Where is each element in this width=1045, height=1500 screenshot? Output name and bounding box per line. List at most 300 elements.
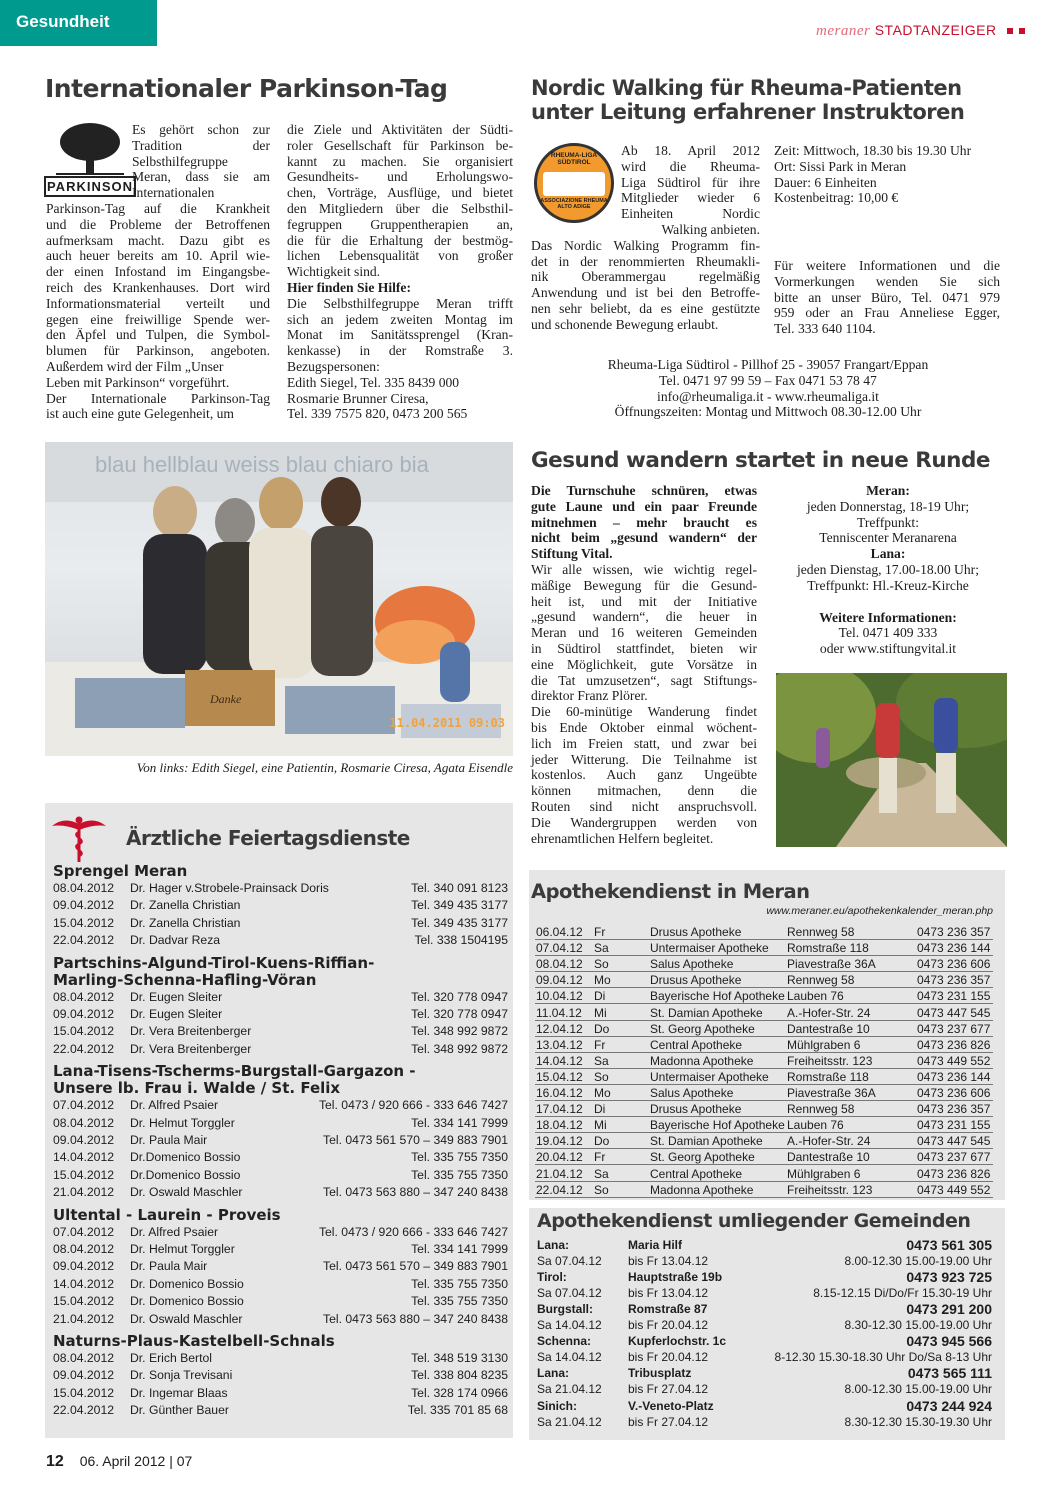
doctor-name: Dr. Erich Bertol xyxy=(130,1351,212,1365)
parkinson-text-line: Außerdem wird der Film „Unser xyxy=(46,358,224,374)
pharmacy-day: Mo xyxy=(594,1086,611,1100)
pharmacy-name: Central Apotheke xyxy=(650,1037,743,1052)
meran-line: jeden Donnerstag, 18-19 Uhr; xyxy=(806,498,970,514)
pharmacy-address: Dantestraße 10 xyxy=(787,1021,870,1036)
info-line: Tel. 0471 409 333 xyxy=(838,625,938,641)
duty-date: 08.04.2012 xyxy=(53,881,114,895)
help-text-line: Die Selbsthilfegruppe Meran trifft xyxy=(287,295,513,311)
parkinson-text-line: blumen für Parkinson, angeboten. xyxy=(46,343,270,359)
duty-date: 22.04.2012 xyxy=(53,933,114,948)
aerzte-row xyxy=(0,1350,508,1367)
apotheke-title: Apothekendienst in Meran xyxy=(531,880,810,903)
caduceus-icon xyxy=(50,814,108,864)
wandern-text-line: Wir alle wissen, wie wichtig regel- xyxy=(531,562,757,577)
page-footer xyxy=(46,1453,192,1471)
wandern-text-line: die Tat umzusetzen“, sagt Stiftungs- xyxy=(531,672,757,688)
doctor-name: Dr. Domenico Bossio xyxy=(130,1294,244,1309)
aerzte-group-heading: Sprengel Meran xyxy=(53,862,188,880)
doctor-name: Dr.Domenico Bossio xyxy=(130,1167,241,1182)
duty-date: 15.04.2012 xyxy=(53,1167,114,1182)
doctor-phone: Tel. 0473 563 880 – 347 240 8438 xyxy=(322,1311,508,1326)
aerzte-row xyxy=(0,1023,508,1040)
rheuma-logo-bottom: ASSOCIAZIONE RHEUMA ALTO ADIGE xyxy=(540,198,608,210)
wandern-text-line: Routen sind nicht anspruchsvoll. xyxy=(531,798,757,814)
pharmacy-address: Rennweg 58 xyxy=(787,1102,855,1117)
umliegend-from: Sa 14.04.12 xyxy=(537,1350,602,1365)
nordic-text-line: Mitglieder wieder 6 xyxy=(621,190,760,206)
parkinson-text-line: Gesundheits- und Erholungswo- xyxy=(287,169,513,185)
wandern-intro-line: mitnehmen – mehr braucht es xyxy=(531,514,757,530)
nordic-footer-line: Tel. 0471 97 99 59 – Fax 0471 53 78 47 xyxy=(659,372,877,388)
pharmacy-day: Sa xyxy=(594,1053,609,1068)
pharmacy-phone: 0473 237 677 xyxy=(917,1021,991,1036)
pharmacy-phone: 0473 236 826 xyxy=(917,1037,991,1052)
pharmacy-name: Untermaiser Apotheke xyxy=(650,941,769,956)
nordic-info-line: Ort: Sissi Park in Meran xyxy=(774,158,907,174)
lana-heading: Lana: xyxy=(870,546,906,562)
umliegend-phone: 0473 561 305 xyxy=(906,1237,992,1253)
pharmacy-day: Do xyxy=(594,1134,610,1149)
aerzte-row xyxy=(0,1293,508,1310)
umliegend-from: Sa 14.04.12 xyxy=(537,1318,602,1333)
umliegend-dates xyxy=(537,1317,992,1333)
page-number: 12 xyxy=(46,1453,64,1470)
wandern-text-line: Die 60-minütige Wanderung findet xyxy=(531,704,757,720)
aerzte-row xyxy=(0,1385,508,1402)
pharmacy-day: Sa xyxy=(594,941,609,956)
parkinson-text-line: Parkinson-Tag auf die Krankheit xyxy=(46,200,270,216)
umliegend-hours: 8-12.30 15.30-18.30 Uhr Do/Sa 8-13 Uhr xyxy=(774,1350,992,1365)
pharmacy-address: Freiheitsstr. 123 xyxy=(787,1182,873,1197)
lana-line: jeden Dienstag, 17.00-18.00 Uhr; xyxy=(797,561,979,577)
nordic-info-line: Zeit: Mittwoch, 18.30 bis 19.30 Uhr xyxy=(774,143,972,158)
parkinson-text-line: gegen eine freiwillige Spende wer- xyxy=(46,311,270,327)
aerzte-row xyxy=(0,915,508,932)
pharmacy-name: Bayerische Hof Apotheke xyxy=(650,989,785,1004)
nordic-text-line: wird die Rheuma- xyxy=(621,158,760,174)
wandern-intro-line: Stiftung Vital. xyxy=(531,546,613,562)
aerzte-group-heading: Marling-Schenna-Hafling-Vöran xyxy=(53,970,317,989)
doctor-phone: Tel. 0473 / 920 666 - 333 646 7427 xyxy=(318,1224,508,1239)
wandern-text-line: jeder Witterung. Die Teilnahme ist xyxy=(531,751,757,767)
pharmacy-day: Fr xyxy=(594,1150,606,1165)
umliegend-hours: 8.30-12.30 15.30-19.30 Uhr xyxy=(844,1414,992,1429)
aerzte-row xyxy=(0,1184,508,1201)
pharmacy-date: 18.04.12 xyxy=(536,1118,583,1133)
wandern-text-line: Meran und 16 weiteren Gemeinden xyxy=(531,625,757,641)
doctor-phone: Tel. 335 755 7350 xyxy=(411,1276,508,1291)
nordic-title-line-1: Nordic Walking für Rheuma-Patienten xyxy=(531,76,962,100)
pharmacy-day: Mi xyxy=(594,1005,607,1020)
parkinson-text-line: Selbsthilfegruppe xyxy=(132,153,228,169)
pharmacy-name: St. Georg Apotheke xyxy=(650,1150,755,1165)
pharmacy-address: Rennweg 58 xyxy=(787,973,855,988)
parkinson-text-line: ist auch eine gute Gelegenheit, um xyxy=(46,406,234,422)
aerzte-group-heading: Naturns-Plaus-Kastelbell-Schnals xyxy=(53,1332,335,1350)
pharmacy-phone: 0473 236 606 xyxy=(917,1086,991,1100)
nordic-footer-line: info@rheumaliga.it - www.rheumaliga.it xyxy=(657,388,879,404)
pharmacy-name: Bayerische Hof Apotheke xyxy=(650,1118,785,1133)
pharmacy-day: Fr xyxy=(594,925,606,939)
photo-wall-text: blau hellblau weiss blau chiaro bia xyxy=(95,452,429,477)
wandern-photo xyxy=(776,673,1007,847)
pharmacy-date: 16.04.12 xyxy=(536,1086,583,1100)
wandern-intro-line: Die Turnschuhe schnüren, etwas xyxy=(531,483,757,498)
pharmacy-day: Di xyxy=(594,1102,606,1117)
umliegend-to: bis Fr 13.04.12 xyxy=(628,1254,709,1268)
umliegend-pharmacy: Tribusplatz xyxy=(628,1366,692,1381)
doctor-phone: Tel. 338 1504195 xyxy=(414,933,508,948)
nordic-info xyxy=(774,143,1004,206)
pharmacy-row xyxy=(535,940,993,956)
umliegend-pharmacy: Romstraße 87 xyxy=(628,1302,708,1317)
umliegend-town: Lana: xyxy=(537,1238,570,1252)
duty-date: 15.04.2012 xyxy=(53,1294,114,1309)
doctor-name: Dr.Domenico Bossio xyxy=(130,1150,241,1165)
pharmacy-date: 10.04.12 xyxy=(536,989,583,1004)
nordic-text-line: Liga Südtirol für ihre xyxy=(621,174,760,190)
duty-date: 08.04.2012 xyxy=(53,1242,114,1256)
umliegend-entry xyxy=(537,1365,992,1381)
doctor-name: Dr. Vera Breitenberger xyxy=(130,1041,252,1056)
doctor-name: Dr. Oswald Maschler xyxy=(130,1311,243,1326)
rheuma-logo-top: RHEUMA-LIGA SÜDTIROL xyxy=(550,152,598,166)
aerzte-row xyxy=(0,1149,508,1166)
help-text-line: Rosmarie Brunner Ciresa, xyxy=(287,390,429,406)
help-text-line: Bezugspersonen: xyxy=(287,358,380,374)
wandern-text-line: mäßige Bewegung für die Gesund- xyxy=(531,577,757,593)
pharmacy-date: 06.04.12 xyxy=(536,925,583,939)
duty-date: 07.04.2012 xyxy=(53,1224,114,1239)
pharmacy-name: Salus Apotheke xyxy=(650,957,734,972)
pharmacy-row xyxy=(535,1021,993,1037)
aerzte-row xyxy=(0,1241,508,1258)
pharmacy-name: St. Damian Apotheke xyxy=(650,1005,763,1020)
umliegend-title: Apothekendienst umliegender Gemeinden xyxy=(537,1210,971,1232)
pharmacy-address: A.-Hofer-Str. 24 xyxy=(787,1005,871,1020)
pharmacy-address: Freiheitsstr. 123 xyxy=(787,1053,873,1068)
aerzte-row xyxy=(0,932,508,949)
parkinson-text-line: den Mitgliedern über die Selbsthil- xyxy=(287,200,513,216)
parkinson-text-line: fegruppen Gruppentherapien an, xyxy=(287,216,513,232)
umliegend-pharmacy: V.-Veneto-Platz xyxy=(628,1398,714,1413)
aerzte-row xyxy=(0,1224,508,1241)
aerzte-row xyxy=(0,1402,508,1419)
pharmacy-phone: 0473 447 545 xyxy=(917,1134,991,1149)
umliegend-to: bis Fr 20.04.12 xyxy=(628,1318,709,1333)
pharmacy-phone: 0473 449 552 xyxy=(917,1053,991,1068)
help-text-line: kenkasse) in der Romstraße 3. xyxy=(287,343,513,359)
wandern-text-line: direktor Franz Plörer. xyxy=(531,688,648,704)
duty-date: 09.04.2012 xyxy=(53,1368,114,1383)
aerzte-row xyxy=(0,1276,508,1293)
umliegend-phone: 0473 565 111 xyxy=(907,1365,992,1382)
masthead-title: STADTANZEIGER xyxy=(874,22,997,38)
pharmacy-row xyxy=(535,956,993,972)
umliegend-hours: 8.00-12.30 15.00-19.00 Uhr xyxy=(844,1382,992,1397)
wandern-text-line: kostenlos. Auch ganz Ungeübte xyxy=(531,767,757,783)
nordic-info-line: Dauer: 6 Einheiten xyxy=(774,174,877,190)
parkinson-text-line: Leben mit Parkinson“ vorgeführt. xyxy=(46,374,230,390)
doctor-name: Dr. Domenico Bossio xyxy=(130,1276,244,1291)
doctor-phone: Tel. 340 091 8123 xyxy=(411,881,508,895)
aerzte-row xyxy=(0,1258,508,1275)
pharmacy-date: 22.04.12 xyxy=(536,1182,583,1197)
pharmacy-address: Romstraße 118 xyxy=(787,1069,869,1084)
doctor-name: Dr. Eugen Sleiter xyxy=(130,989,223,1004)
parkinson-text-line: Wichtigkeit sind. xyxy=(287,264,381,280)
pharmacy-date: 19.04.12 xyxy=(536,1134,583,1149)
duty-date: 07.04.2012 xyxy=(53,1098,114,1113)
umliegend-pharmacy: Kupferlochstr. 1c xyxy=(628,1334,727,1349)
wandern-intro-line: gute Laune und ein paar Freunde xyxy=(531,498,757,514)
section-label: Gesundheit xyxy=(0,0,157,46)
pharmacy-row xyxy=(535,1053,993,1069)
duty-date: 21.04.2012 xyxy=(53,1185,114,1200)
umliegend-phone: 0473 244 924 xyxy=(906,1397,992,1414)
umliegend-hours: 8.00-12.30 15.00-19.00 Uhr xyxy=(844,1254,992,1268)
duty-date: 15.04.2012 xyxy=(53,915,114,930)
pharmacy-day: So xyxy=(594,957,609,972)
pharmacy-phone: 0473 236 357 xyxy=(917,1102,991,1117)
info-heading: Weitere Informationen: xyxy=(819,609,957,625)
photo-box-label: Danke xyxy=(210,692,242,706)
doctor-phone: Tel. 0473 561 570 – 349 883 7901 xyxy=(322,1259,508,1274)
parkinson-text-line: aufmerksam macht. Dazu gibt es xyxy=(46,232,270,248)
umliegend-pharmacy: Hauptstraße 19b xyxy=(628,1270,723,1285)
parkinson-text-line: chen, Vorträge, Ausflüge, und bietet xyxy=(287,185,513,201)
wandern-text-line: Die Wandergruppen werden von xyxy=(531,814,757,830)
nordic-contact-line: Tel. 333 640 1104. xyxy=(774,321,876,337)
parkinson-text-line: und die Probleme der Betroffenen xyxy=(46,216,270,232)
pharmacy-address: Mühlgraben 6 xyxy=(787,1037,861,1052)
lana-line: Treffpunkt: Hl.-Kreuz-Kirche xyxy=(807,577,969,593)
nordic-title-line-2: unter Leitung erfahrener Instruktoren xyxy=(531,100,965,124)
aerzte-row xyxy=(0,897,508,914)
umliegend-dates xyxy=(537,1349,992,1365)
help-text-line: Monat im Sanitätssprengel (Kran- xyxy=(287,327,513,343)
pharmacy-name: Central Apotheke xyxy=(650,1166,743,1181)
aerzte-row xyxy=(0,1115,508,1132)
aerzte-row xyxy=(0,1132,508,1149)
pharmacy-name: St. Georg Apotheke xyxy=(650,1021,755,1036)
umliegend-to: bis Fr 20.04.12 xyxy=(628,1350,709,1365)
wandern-text-line: in Südtirol stattfindet, bieten wir xyxy=(531,640,757,656)
doctor-name: Dr. Paula Mair xyxy=(130,1133,208,1147)
doctor-name: Dr. Paula Mair xyxy=(130,1259,208,1274)
duty-date: 09.04.2012 xyxy=(53,1007,114,1021)
umliegend-to: bis Fr 27.04.12 xyxy=(628,1382,709,1397)
pharmacy-row xyxy=(535,1182,993,1198)
doctor-phone: Tel. 348 992 9872 xyxy=(411,1024,508,1039)
duty-date: 22.04.2012 xyxy=(53,1403,114,1418)
parkinson-title: Internationaler Parkinson-Tag xyxy=(45,74,448,103)
photo-caption: Von links: Edith Siegel, eine Patientin, Rosmarie Ciresa, Agata Eisendle xyxy=(136,760,513,775)
wandern-intro xyxy=(531,483,757,562)
doctor-phone: Tel. 335 701 85 68 xyxy=(407,1403,508,1418)
nordic-contact xyxy=(774,258,1000,337)
pharmacy-phone: 0473 236 144 xyxy=(917,941,991,956)
pharmacy-row xyxy=(535,1166,993,1182)
doctor-phone: Tel. 348 519 3130 xyxy=(411,1351,508,1365)
wandern-schedule xyxy=(770,483,1006,657)
aerzte-row xyxy=(0,1097,508,1114)
nordic-contact-line: bitte an unser Büro, Tel. 0471 979 xyxy=(774,289,1000,305)
pharmacy-day: Sa xyxy=(594,1166,609,1181)
pharmacy-date: 21.04.12 xyxy=(536,1166,583,1181)
doctor-phone: Tel. 335 755 7350 xyxy=(411,1150,508,1165)
parkinson-text-line: roler Gesellschaft für Parkinson be- xyxy=(287,137,513,153)
pharmacy-row xyxy=(535,1149,993,1165)
pharmacy-row xyxy=(535,1037,993,1053)
pharmacy-row xyxy=(535,972,993,988)
doctor-phone: Tel. 335 755 7350 xyxy=(411,1167,508,1182)
help-text-line: sich an jedem zweiten Montag im xyxy=(287,311,513,327)
pharmacy-row xyxy=(535,988,993,1004)
umliegend-from: Sa 21.04.12 xyxy=(537,1414,602,1429)
masthead-square-icon xyxy=(1007,28,1013,34)
pharmacy-name: St. Damian Apotheke xyxy=(650,1134,763,1149)
parkinson-column-1 xyxy=(46,122,270,422)
issue-info: 06. April 2012 | 07 xyxy=(79,1453,193,1469)
info-line: oder www.stiftungvital.it xyxy=(819,641,957,657)
umliegend-dates xyxy=(537,1414,992,1430)
pharmacy-address: Lauben 76 xyxy=(787,989,844,1004)
doctor-name: Dr. Alfred Psaier xyxy=(130,1098,219,1113)
aerzte-row xyxy=(0,880,508,897)
umliegend-entry xyxy=(537,1237,992,1253)
aerzte-group-heading: Ultental - Laurein - Proveis xyxy=(53,1205,281,1224)
doctor-name: Dr. Sonja Trevisani xyxy=(130,1368,233,1383)
aerzte-group-heading: Unsere lb. Frau i. Walde / St. Felix xyxy=(53,1079,341,1098)
pharmacy-date: 13.04.12 xyxy=(536,1037,583,1052)
pharmacy-name: Salus Apotheke xyxy=(650,1086,734,1100)
doctor-name: Dr. Hager v.Strobele-Prainsack Doris xyxy=(130,881,329,895)
pharmacy-address: A.-Hofer-Str. 24 xyxy=(787,1134,871,1149)
doctor-phone: Tel. 320 778 0947 xyxy=(411,1007,508,1021)
nordic-contact-line: 959 oder an Frau Anneliese Egger, xyxy=(774,305,1000,321)
nordic-text-line: und schonende Bewegung erlaubt. xyxy=(531,316,719,332)
wandern-text-line: „gesund wandern“, die heuer in xyxy=(531,609,757,625)
doctor-phone: Tel. 335 755 7350 xyxy=(411,1294,508,1309)
pharmacy-phone: 0473 236 606 xyxy=(917,957,991,972)
doctor-phone: Tel. 334 141 7999 xyxy=(411,1115,508,1130)
pharmacy-date: 15.04.12 xyxy=(536,1069,583,1084)
pharmacy-phone: 0473 236 357 xyxy=(917,973,991,988)
parkinson-text-line: der einen Infostand im Eingangsbe- xyxy=(46,264,270,280)
nordic-text-line: nen sehr beliebt, da es eine gestützte xyxy=(531,300,760,316)
umliegend-town: Tirol: xyxy=(537,1270,567,1285)
meran-line: Treffpunkt: xyxy=(857,514,919,530)
parkinson-column-2 xyxy=(287,122,513,422)
pharmacy-phone: 0473 447 545 xyxy=(917,1005,991,1020)
pharmacy-phone: 0473 236 357 xyxy=(917,925,991,939)
help-heading: Hier finden Sie Hilfe: xyxy=(287,279,411,295)
parkinson-text-line: Meran, dass sie am xyxy=(132,169,270,185)
pharmacy-day: Do xyxy=(594,1021,610,1036)
duty-date: 14.04.2012 xyxy=(53,1150,114,1165)
umliegend-phone: 0473 945 566 xyxy=(906,1333,992,1350)
pharmacy-address: Piavestraße 36A xyxy=(787,1086,876,1100)
wandern-text-line: eine Möglichkeit, gute Vorsätze in xyxy=(531,656,757,672)
pharmacy-phone: 0473 236 826 xyxy=(917,1166,991,1181)
parkinson-text-line: die Ziele und Aktivitäten der Südti- xyxy=(287,122,513,137)
doctor-phone: Tel. 349 435 3177 xyxy=(411,915,508,930)
umliegend-phone: 0473 291 200 xyxy=(906,1301,992,1318)
parkinson-text-line: auch heuer bereits am 10. April wie- xyxy=(46,248,270,264)
masthead xyxy=(816,22,1025,40)
nordic-footer xyxy=(531,357,1005,420)
duty-date: 15.04.2012 xyxy=(53,1024,114,1039)
umliegend-entry xyxy=(537,1333,992,1349)
doctor-name: Dr. Ingemar Blaas xyxy=(130,1385,228,1400)
duty-date: 08.04.2012 xyxy=(53,1115,114,1130)
doctor-phone: Tel. 328 174 0966 xyxy=(411,1385,508,1400)
umliegend-entry xyxy=(537,1269,992,1285)
parkinson-text-line: lichen Lebensqualität von großer xyxy=(287,248,513,264)
pharmacy-address: Lauben 76 xyxy=(787,1118,844,1133)
umliegend-entry xyxy=(537,1301,992,1317)
pharmacy-name: Drusus Apotheke xyxy=(650,925,742,939)
duty-date: 14.04.2012 xyxy=(53,1276,114,1291)
pharmacy-phone: 0473 231 155 xyxy=(917,1118,991,1133)
duty-date: 09.04.2012 xyxy=(53,898,114,913)
duty-date: 15.04.2012 xyxy=(53,1385,114,1400)
pharmacy-row xyxy=(535,1101,993,1117)
parkinson-text-line: kannt zu machen. Sie organisiert xyxy=(287,153,513,169)
wandern-body xyxy=(531,562,757,846)
doctor-phone: Tel. 349 435 3177 xyxy=(411,898,508,913)
doctor-name: Dr. Dadvar Reza xyxy=(130,933,221,948)
pharmacy-date: 14.04.12 xyxy=(536,1053,583,1068)
pharmacy-day: Di xyxy=(594,989,606,1004)
wandern-title: Gesund wandern startet in neue Runde xyxy=(531,448,990,473)
photo-timestamp: 11.04.2011 09:03 xyxy=(389,716,505,730)
nordic-body xyxy=(531,143,760,333)
pharmacy-row xyxy=(535,1085,993,1101)
masthead-square-icon xyxy=(1019,28,1025,34)
nordic-contact-line: Für weitere Informationen und die xyxy=(774,258,1000,273)
meran-heading: Meran: xyxy=(866,483,910,498)
aerzte-row xyxy=(0,1311,508,1328)
pharmacy-phone: 0473 236 144 xyxy=(917,1069,991,1084)
spacer xyxy=(770,594,1006,610)
parkinson-text-line: die für die Erhaltung der bestmög- xyxy=(287,232,513,248)
umliegend-to: bis Fr 27.04.12 xyxy=(628,1414,709,1429)
umliegend-dates xyxy=(537,1285,992,1301)
pharmacy-phone: 0473 449 552 xyxy=(917,1182,991,1197)
umliegend-town: Sinich: xyxy=(537,1398,578,1413)
parkinson-text-line: den Äpfel und Tulpen, die Symbol- xyxy=(46,327,270,343)
doctor-phone: Tel. 320 778 0947 xyxy=(411,989,508,1004)
parkinson-photo xyxy=(45,442,513,756)
nordic-text-line: Ab 18. April 2012 xyxy=(621,143,760,158)
umliegend-dates xyxy=(537,1253,992,1269)
pharmacy-row xyxy=(535,1005,993,1021)
nordic-title xyxy=(531,76,964,124)
doctor-name: Dr. Eugen Sleiter xyxy=(130,1007,223,1021)
aerzte-group-heading: Partschins-Algund-Tirol-Kuens-Riffian- xyxy=(53,953,375,972)
doctor-phone: Tel. 348 992 9872 xyxy=(411,1041,508,1056)
pharmacy-address: Mühlgraben 6 xyxy=(787,1166,861,1181)
nordic-text-line: det in der renommierten Rheumakli- xyxy=(531,253,760,269)
umliegend-hours: 8.15-12.15 Di/Do/Fr 15.30-19 Uhr xyxy=(813,1286,992,1301)
help-text-line: Edith Siegel, Tel. 335 8439 000 xyxy=(287,374,460,390)
doctor-phone: Tel. 0473 563 880 – 347 240 8438 xyxy=(322,1185,508,1200)
nordic-info-line: Kostenbeitrag: 10,00 € xyxy=(774,190,899,206)
doctor-name: Dr. Vera Breitenberger xyxy=(130,1024,252,1039)
help-text-line: Tel. 339 7575 820, 0473 200 565 xyxy=(287,406,468,422)
